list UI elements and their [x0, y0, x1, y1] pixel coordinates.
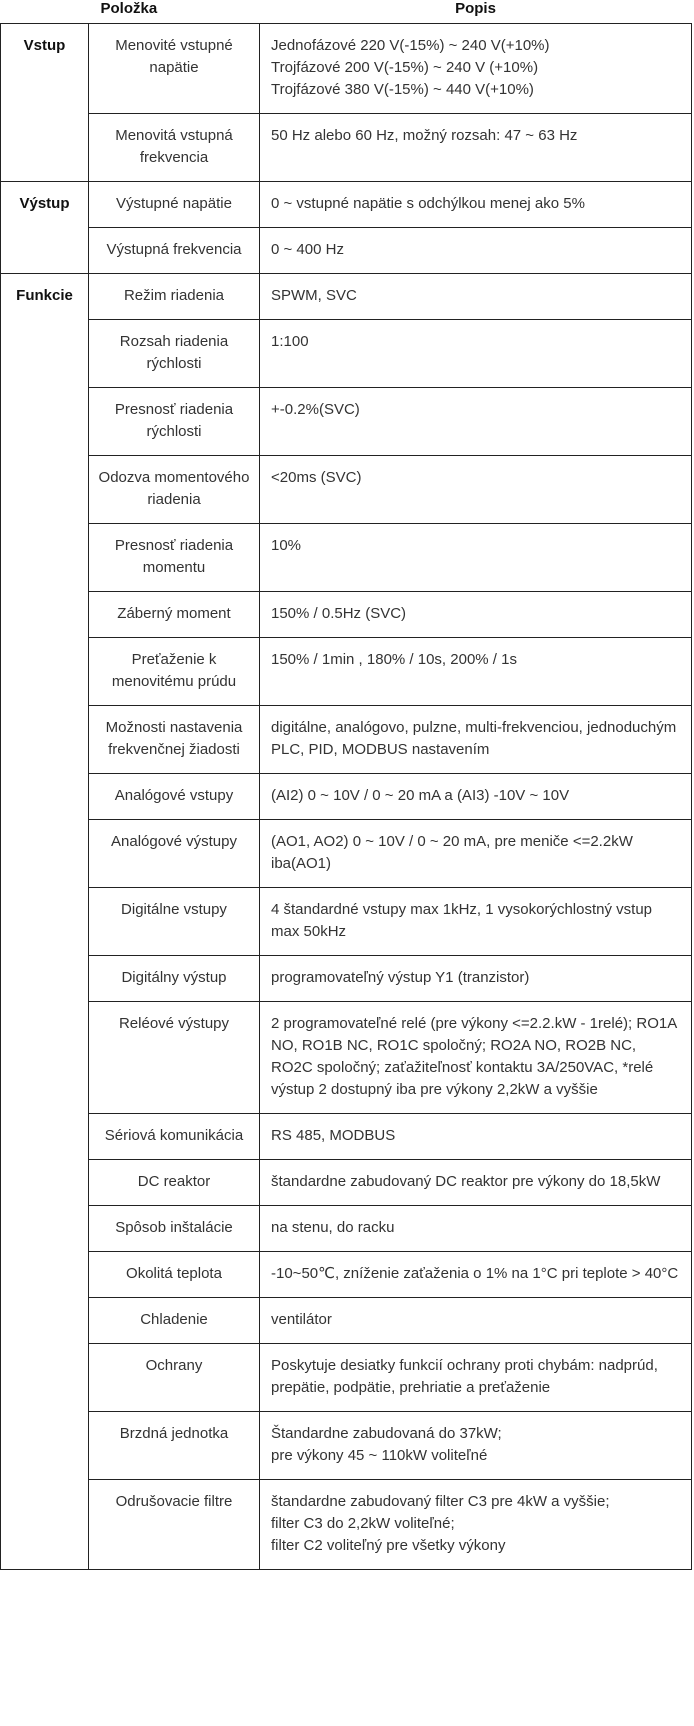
item-description: [260, 774, 692, 820]
description-line: -10~50℃, zníženie zaťaženia o 1% na 1°C pri teplote > 40°C: [271, 1265, 679, 1282]
table-row: [1, 1344, 692, 1412]
item-name: Analógové vstupy: [89, 774, 260, 820]
table-row: [1, 1298, 692, 1344]
description-line: na stenu, do racku: [271, 1219, 395, 1236]
description-line: SPWM, SVC: [271, 287, 357, 304]
item-description: [260, 592, 692, 638]
description-line: (AI2) 0 ~ 10V / 0 ~ 20 mA a (AI3) -10V ~ 10V: [271, 787, 570, 804]
description-line: 10%: [271, 537, 302, 554]
item-description: [260, 524, 692, 592]
item-description: [260, 888, 692, 956]
table-row: [1, 706, 692, 774]
description-line: ventilátor: [271, 1311, 332, 1328]
table-row: [1, 1412, 692, 1480]
description-line: 4 štandardné vstupy max 1kHz, 1 vysokorýchlostný vstup max 50kHz: [271, 901, 653, 940]
table-row: [1, 524, 692, 592]
item-name: Chladenie: [89, 1298, 260, 1344]
description-line: Jednofázové 220 V(-15%) ~ 240 V(+10%): [271, 37, 550, 54]
description-line: +-0.2%(SVC): [271, 401, 360, 418]
description-line: 0 ~ 400 Hz: [271, 241, 344, 258]
table-row: [1, 1206, 692, 1252]
description-line: Trojfázové 380 V(-15%) ~ 440 V(+10%): [271, 81, 534, 98]
item-name: Analógové výstupy: [89, 820, 260, 888]
item-description: [260, 320, 692, 388]
item-name: DC reaktor: [89, 1160, 260, 1206]
item-name: Preťaženie k menovitému prúdu: [89, 638, 260, 706]
description-line: 1:100: [271, 333, 309, 350]
description-line: štandardne zabudovaný filter C3 pre 4kW a vyššie;: [271, 1493, 610, 1510]
item-description: [260, 706, 692, 774]
item-description: [260, 1206, 692, 1252]
item-description: [260, 1252, 692, 1298]
table-row: [1, 456, 692, 524]
item-name: Okolitá teplota: [89, 1252, 260, 1298]
description-line: (AO1, AO2) 0 ~ 10V / 0 ~ 20 mA, pre meniče <=2.2kW iba(AO1): [271, 833, 633, 872]
item-description: [260, 114, 692, 182]
item-description: [260, 228, 692, 274]
description-line: <20ms (SVC): [271, 469, 362, 486]
section-label: Funkcie: [1, 274, 89, 1570]
item-name: Režim riadenia: [89, 274, 260, 320]
description-line: 150% / 1min , 180% / 10s, 200% / 1s: [271, 651, 517, 668]
table-row: [1, 956, 692, 1002]
description-line: pre výkony 45 ~ 110kW voliteľné: [271, 1447, 488, 1464]
table-row: [1, 1160, 692, 1206]
item-name: Reléové výstupy: [89, 1002, 260, 1114]
item-description: [260, 1114, 692, 1160]
header-item: Položka: [100, 0, 158, 17]
item-name: Výstupná frekvencia: [89, 228, 260, 274]
item-name: Záberný moment: [89, 592, 260, 638]
table-row: [1, 1002, 692, 1114]
item-name: Menovité vstupné napätie: [89, 24, 260, 114]
description-line: 50 Hz alebo 60 Hz, možný rozsah: 47 ~ 63 Hz: [271, 127, 578, 144]
table-row: [1, 388, 692, 456]
table-row: [1, 320, 692, 388]
item-name: Odozva momentového riadenia: [89, 456, 260, 524]
description-line: Trojfázové 200 V(-15%) ~ 240 V (+10%): [271, 59, 539, 76]
table-row: [1, 228, 692, 274]
table-body: [1, 24, 692, 1570]
description-line: Poskytuje desiatky funkcií ochrany proti chybám: nadprúd, prepätie, podpätie, prehriatie a preťaženie: [271, 1357, 658, 1396]
item-description: [260, 638, 692, 706]
item-name: Spôsob inštalácie: [89, 1206, 260, 1252]
description-line: 0 ~ vstupné napätie s odchýlkou menej ako 5%: [271, 195, 585, 212]
item-description: [260, 956, 692, 1002]
item-name: Presnosť riadenia momentu: [89, 524, 260, 592]
table-row: [1, 774, 692, 820]
item-description: [260, 1160, 692, 1206]
table-row: [1, 638, 692, 706]
table-row: [1, 888, 692, 956]
item-description: [260, 1344, 692, 1412]
description-line: štandardne zabudovaný DC reaktor pre výkony do 18,5kW: [271, 1173, 661, 1190]
description-line: RS 485, MODBUS: [271, 1127, 396, 1144]
table-row: [1, 820, 692, 888]
description-line: digitálne, analógovo, pulzne, multi-frekvenciou, jednoduchým PLC, PID, MODBUS nastavením: [271, 719, 677, 758]
table-row: [1, 1114, 692, 1160]
table-row: [1, 592, 692, 638]
description-line: filter C2 voliteľný pre všetky výkony: [271, 1537, 506, 1554]
section-label: Výstup: [1, 182, 89, 274]
item-description: [260, 1298, 692, 1344]
item-name: Digitálny výstup: [89, 956, 260, 1002]
table-row: [1, 274, 692, 320]
table-row: [1, 114, 692, 182]
item-name: Možnosti nastavenia frekvenčnej žiadosti: [89, 706, 260, 774]
table-row: [1, 1252, 692, 1298]
item-name: Brzdná jednotka: [89, 1412, 260, 1480]
item-name: Digitálne vstupy: [89, 888, 260, 956]
description-line: programovateľný výstup Y1 (tranzistor): [271, 969, 530, 986]
item-name: Rozsah riadenia rýchlosti: [89, 320, 260, 388]
table-header-row: [1, 0, 692, 24]
item-description: [260, 456, 692, 524]
item-name: Sériová komunikácia: [89, 1114, 260, 1160]
table-row: [1, 1480, 692, 1570]
description-line: Štandardne zabudovaná do 37kW;: [271, 1425, 502, 1442]
item-name: Výstupné napätie: [89, 182, 260, 228]
item-description: [260, 24, 692, 114]
item-description: [260, 182, 692, 228]
item-description: [260, 1480, 692, 1570]
description-line: 150% / 0.5Hz (SVC): [271, 605, 407, 622]
item-description: [260, 820, 692, 888]
item-description: [260, 274, 692, 320]
item-description: [260, 1412, 692, 1480]
item-description: [260, 388, 692, 456]
description-line: 2 programovateľné relé (pre výkony <=2.2.kW - 1relé); RO1A NO, RO1B NC, RO1C spoločný; RO2A NO, RO2B NC, RO2C spoločný; zaťažiteľnosť kontaktu 3A/250VAC, *relé výstup 2 dostupný iba pre výkony 2,2kW a vyššie: [271, 1015, 677, 1098]
table-row: [1, 24, 692, 114]
item-name: Odrušovacie filtre: [89, 1480, 260, 1570]
item-description: [260, 1002, 692, 1114]
section-label: Vstup: [1, 24, 89, 182]
item-name: Presnosť riadenia rýchlosti: [89, 388, 260, 456]
header-description: Popis: [455, 0, 496, 17]
item-name: Menovitá vstupná frekvencia: [89, 114, 260, 182]
description-line: filter C3 do 2,2kW voliteľné;: [271, 1515, 455, 1532]
item-name: Ochrany: [89, 1344, 260, 1412]
table-row: [1, 182, 692, 228]
